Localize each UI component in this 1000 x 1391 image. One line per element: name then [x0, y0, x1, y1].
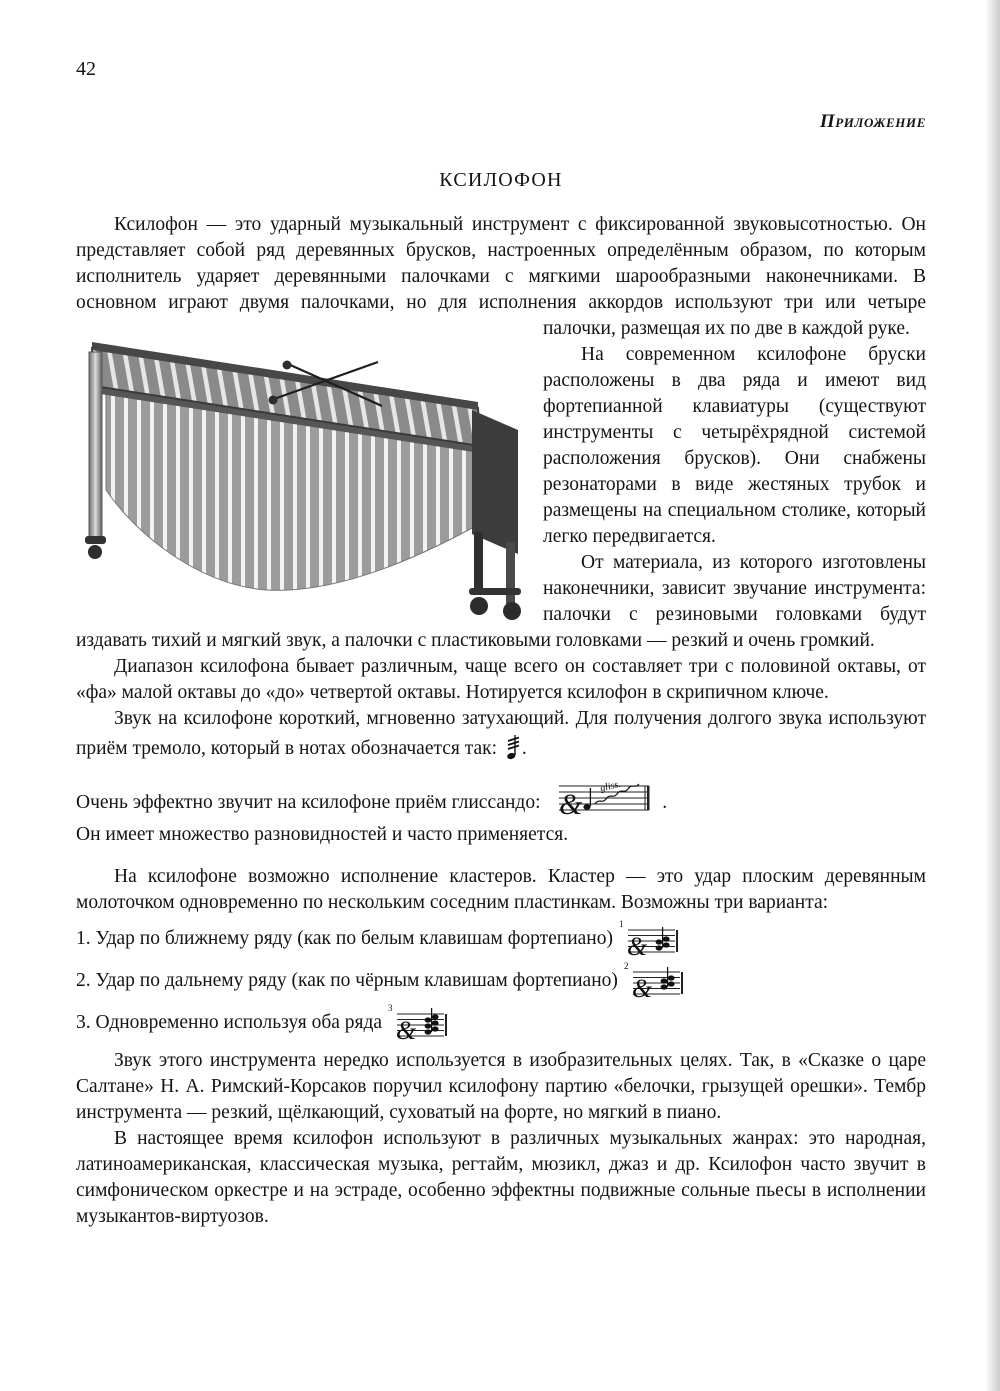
- paragraph-varieties: Он имеет множество разновидностей и часто применяется.: [76, 824, 569, 845]
- paragraph-glissando-text: Очень эффектно звучит на ксилофоне приём глиссандо:: [76, 792, 541, 813]
- variant-mark-3: 3: [387, 1003, 393, 1013]
- paragraph-glissando: [76, 774, 926, 822]
- article-body: [76, 212, 926, 1230]
- paragraph-intro: [76, 212, 926, 342]
- paragraph-tremolo-tail: .: [521, 738, 527, 759]
- paragraph-clusters: На ксилофоне возможно исполнение кластеров. Кластер — это удар плоским деревянным молоточком одновременно по нескольким соседним пластинкам. Возможны три варианта:: [76, 866, 926, 913]
- paragraph-range: Диапазон ксилофона бывает различным, чаще всего он составляет три с половиной октавы, от «фа» малой октавы до «до» четвертой октавы. Нотируется ксилофон в скрипичном ключе.: [76, 656, 926, 703]
- variant-mark-2: 2: [623, 961, 629, 971]
- page-number: 42: [76, 58, 96, 80]
- running-head: Приложение: [819, 111, 926, 132]
- cluster-variant-2: [76, 960, 926, 1000]
- paragraph-intro-wrap-text: аккордов используют три или четыре палочки, размещая их по две в каждой руке.: [543, 292, 927, 339]
- chord-notation-2: [623, 960, 685, 1000]
- glissando-notation: [545, 774, 657, 822]
- xylophone-figure: [76, 322, 521, 622]
- treble-clef-icon: &: [631, 974, 652, 1000]
- xylophone-illustration: [76, 322, 521, 622]
- cluster-chord: [660, 967, 674, 990]
- cluster-variant-2-text: 2. Удар по дальнему ряду (как по чёрным клавишам фортепиано): [76, 970, 618, 991]
- chord-notation-1: [618, 918, 680, 958]
- note-head: [584, 804, 591, 810]
- cluster-chord: [425, 1008, 439, 1035]
- paragraph-intro-text: Ксилофон — это ударный музыкальный инструмент с фиксированной звуковысотностью. Он представляет собой ряд деревянных брусков, настроенных определённым образом, по которым исполнитель ударяет деревянными палочками с мягкими шарообразными наконечниками. В основном играют двумя палочками, но для исполнения: [76, 214, 926, 313]
- treble-clef-icon: &: [395, 1016, 417, 1042]
- paragraph-glissando-tail: .: [662, 792, 668, 813]
- treble-clef-icon: &: [626, 932, 648, 958]
- paragraph-genres: В настоящее время ксилофон используют в различных музыкальных жанрах: это народная, латиноамериканская, классическая музыка, регтайм, мюзикл, джаз и др. Ксилофон часто звучит в симфоническом оркестре и на эстраде, особенно эффектны подвижные сольные пьесы в исполнении музыкантов-виртуозов.: [76, 1128, 926, 1227]
- paragraph-rows: На современном ксилофоне бруски расположены в два ряда и имеют вид фортепианной клавиатуры (существуют инструменты с четырёхрядной системой расположения брусков). Они снабжены резонаторами в виде жестяных трубок и размещены на специальном столике, который легко передвигается.: [543, 344, 926, 547]
- cluster-variant-1: [76, 918, 926, 958]
- cluster-variant-3: [76, 1002, 926, 1042]
- page-title: КСИЛОФОН: [439, 169, 563, 191]
- tremolo-notation-icon: [502, 732, 522, 762]
- variant-mark-1: 1: [618, 919, 624, 929]
- chord-notation-3: [387, 1002, 449, 1042]
- paragraph-saltan: Звук этого инструмента нередко используется в изобразительных целях. Так, в «Сказке о царе Салтане» Н. А. Римский-Корсаков поручил ксилофону партию «белочки, грызущей орешки». Тембр инструмента — резкий, щёлкающий, суховатый на форте, но мягкий в пиано.: [76, 1050, 926, 1123]
- glissando-label: gliss.: [599, 778, 623, 795]
- paragraph-material: От материала, из которого изготовлены наконечники, зависит звучание инструмента: палочки с резиновыми головками будут издавать тихий и мягкий звук, а палочки с пластиковыми головками — резкий и очень громкий.: [76, 552, 926, 651]
- cluster-chord: [655, 927, 669, 951]
- right-stand-frame: [469, 410, 521, 604]
- treble-clef-icon: &: [559, 788, 583, 821]
- cluster-variant-3-text: 3. Одновременно используя оба ряда: [76, 1012, 383, 1033]
- cluster-variant-1-text: 1. Удар по ближнему ряду (как по белым клавишам фортепиано): [76, 928, 613, 949]
- paragraph-tremolo-text: Звук на ксилофоне короткий, мгновенно затухающий. Для получения долгого звука используют приём тремоло, который в нотах обозначается так:: [76, 708, 926, 759]
- paragraph-tremolo: [76, 706, 926, 762]
